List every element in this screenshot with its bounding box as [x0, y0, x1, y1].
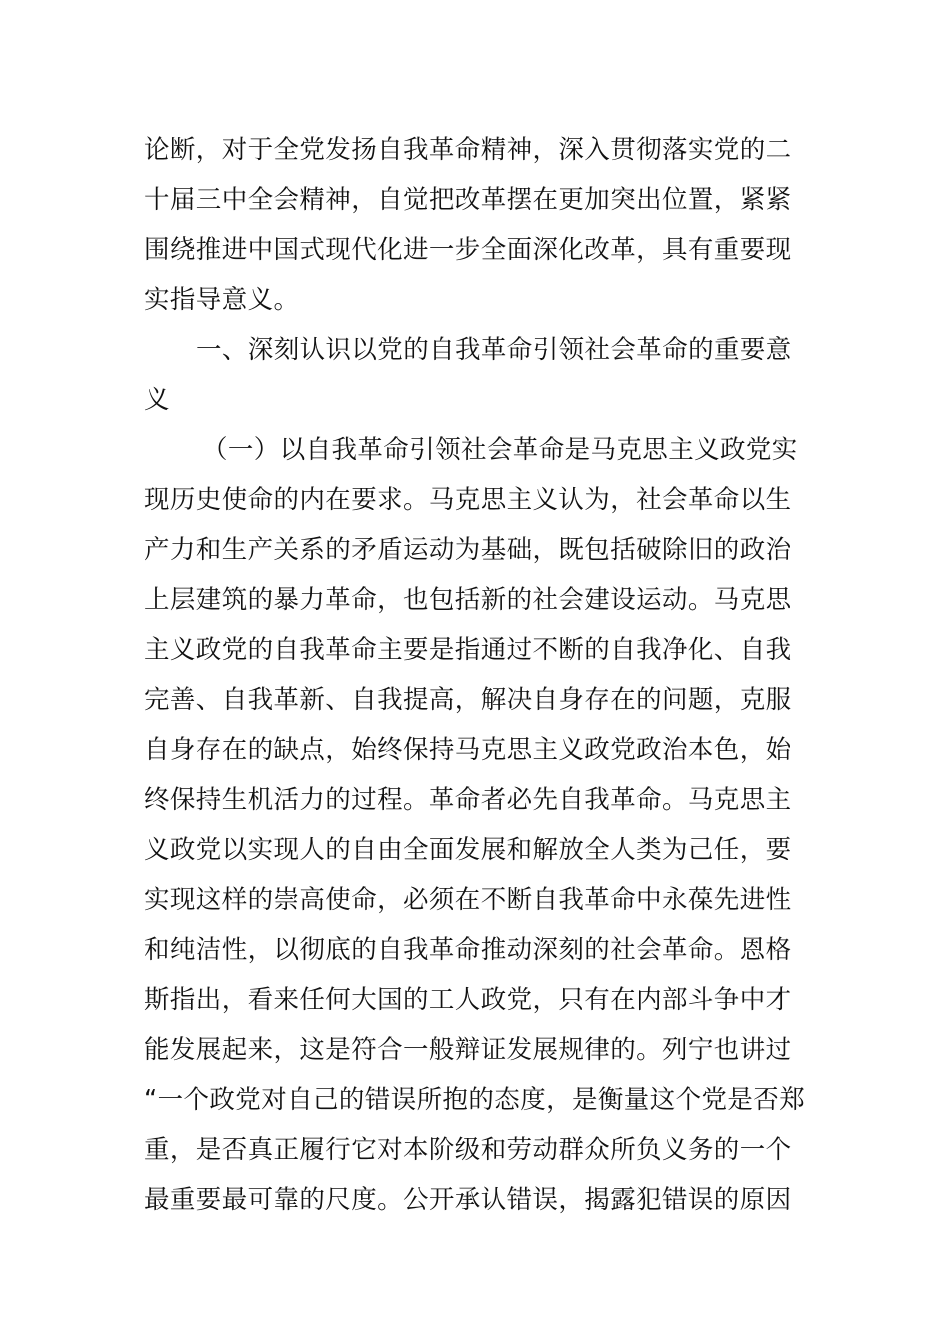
paragraph-line: 和纯洁性，以彻底的自我革命推动深刻的社会革命。恩格: [144, 935, 792, 965]
paragraph-line: 完善、自我革新、自我提高，解决自身存在的问题，克服: [144, 685, 792, 715]
section-heading-line: 一、深刻认识以党的自我革命引领社会革命的重要意: [196, 335, 792, 365]
subsection-first-line: （一）以自我革命引领社会革命是马克思主义政党实: [202, 435, 798, 465]
paragraph-line: 十届三中全会精神，自觉把改革摆在更加突出位置，紧紧: [144, 185, 792, 215]
paragraph-line: 现历史使命的内在要求。马克思主义认为，社会革命以生: [144, 485, 792, 515]
paragraph-line: “一个政党对自己的错误所抱的态度，是衡量这个党是否郑: [144, 1085, 806, 1115]
paragraph-line: 自身存在的缺点，始终保持马克思主义政党政治本色，始: [144, 735, 792, 765]
paragraph-line: 上层建筑的暴力革命，也包括新的社会建设运动。马克思: [144, 585, 792, 615]
paragraph-line: 终保持生机活力的过程。革命者必先自我革命。马克思主: [144, 785, 792, 815]
section-heading-line: 义: [144, 385, 170, 415]
paragraph-line: 义政党以实现人的自由全面发展和解放全人类为己任，要: [144, 835, 792, 865]
paragraph-line: 论断，对于全党发扬自我革命精神，深入贯彻落实党的二: [144, 135, 792, 165]
paragraph-line: 实指导意义。: [144, 285, 300, 315]
paragraph-line: 围绕推进中国式现代化进一步全面深化改革，具有重要现: [144, 235, 792, 265]
paragraph-line: 能发展起来，这是符合一般辩证发展规律的。列宁也讲过: [144, 1035, 792, 1065]
paragraph-line: 斯指出，看来任何大国的工人政党，只有在内部斗争中才: [144, 985, 792, 1015]
paragraph-line: 实现这样的崇高使命，必须在不断自我革命中永葆先进性: [144, 885, 792, 915]
paragraph-line: 重，是否真正履行它对本阶级和劳动群众所负义务的一个: [144, 1135, 792, 1165]
paragraph-line: 主义政党的自我革命主要是指通过不断的自我净化、自我: [144, 635, 792, 665]
body-text: [144, 125, 814, 1225]
paragraph-line: 最重要最可靠的尺度。公开承认错误，揭露犯错误的原因: [144, 1185, 792, 1215]
paragraph-line: 产力和生产关系的矛盾运动为基础，既包括破除旧的政治: [144, 535, 792, 565]
